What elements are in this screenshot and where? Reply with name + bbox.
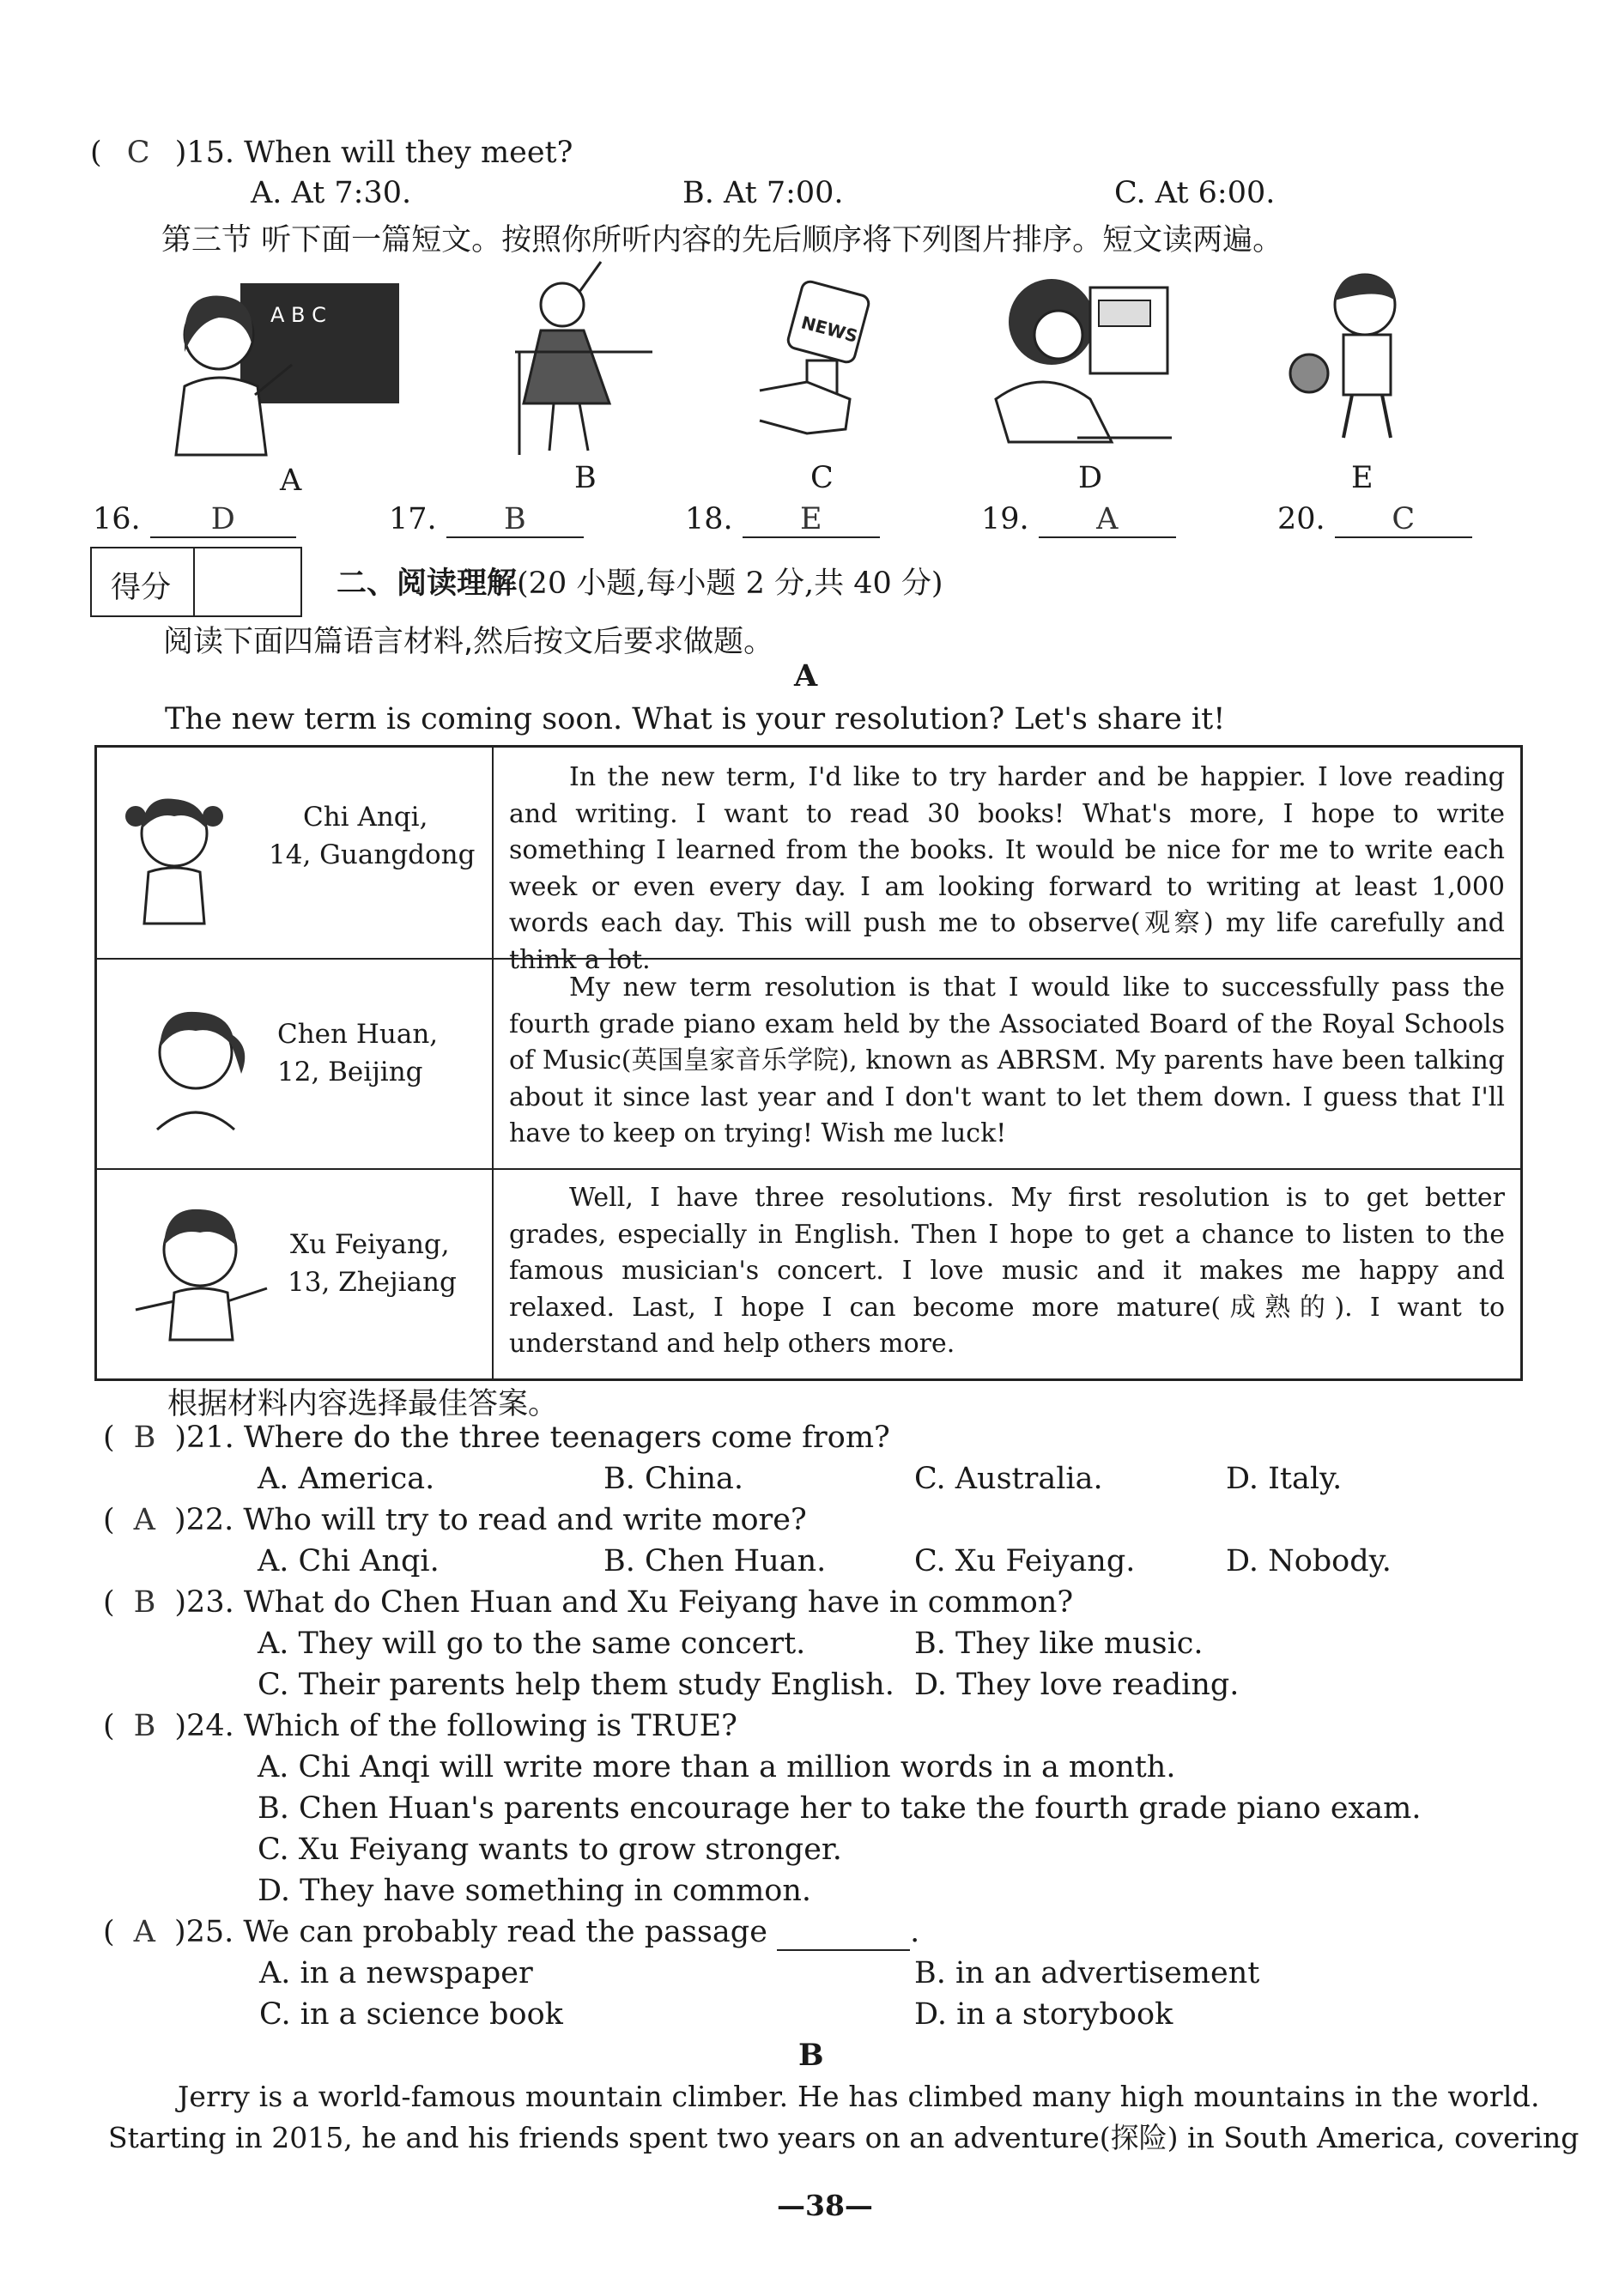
question-22: ( A )22. Who will try to read and write more? xyxy=(103,1503,807,1537)
q22-option-d: D. Nobody. xyxy=(1226,1544,1392,1578)
part-2-title: 二、阅读理解 xyxy=(337,566,518,601)
teacher-picture xyxy=(159,275,408,463)
order-19: 19. A xyxy=(981,502,1176,538)
q23-option-b: B. They like music. xyxy=(914,1627,1204,1661)
resolution-text-cell xyxy=(494,958,1520,1153)
boy-basketball-picture xyxy=(1283,266,1421,451)
passage-b-line-2: Starting in 2015, he and his friends spent two years on an adventure(探险) in South America, covering xyxy=(108,2121,1580,2154)
q21-option-d: D. Italy. xyxy=(1226,1462,1343,1496)
q22-option-a: A. Chi Anqi. xyxy=(258,1544,440,1578)
resolution-table xyxy=(94,745,1523,1381)
q15-option-c: C. At 6:00. xyxy=(1114,176,1276,210)
boy-avatar xyxy=(131,1194,273,1348)
resolution-text: My new term resolution is that I would like to successfully pass the fourth grade piano exam held by the Associated Board of the Royal Schools of Music(英国皇家音乐学院), known as ABRSM. My parents have been talking about it since last year and I don't want to let them down. I guess that I'll have to keep on trying! Wish me luck! xyxy=(509,972,1505,1148)
resolution-text: Well, I have three resolutions. My first resolution is to get better grades, especially in English. Then I hope to get a chance to listen to the famous musician's concert. I love music and it makes me happy and relaxed. Last, I hope I can become more mature(成熟的). I want to understand and help others more. xyxy=(509,1183,1505,1359)
person-name: Xu Feiyang, xyxy=(290,1229,450,1260)
order-17: 17. B xyxy=(389,502,584,538)
question-23-text: )23. What do Chen Huan and Xu Feiyang have in common? xyxy=(174,1585,1074,1620)
news-microphone-picture xyxy=(755,279,884,442)
score-label: 得分 xyxy=(111,571,172,605)
answer-23: B xyxy=(133,1585,156,1620)
question-21-text: )21. Where do the three teenagers come from? xyxy=(174,1421,890,1455)
picture-label-e: E xyxy=(1351,461,1373,495)
table-row xyxy=(97,958,1520,1170)
dancer-picture xyxy=(506,257,661,463)
answer-25: A xyxy=(133,1915,155,1949)
passage-a-intro: The new term is coming soon. What is your resolution? Let's share it! xyxy=(165,702,1226,736)
q25-option-a: A. in a newspaper xyxy=(259,1956,533,1990)
boy-computer-picture xyxy=(991,270,1176,451)
q24-option-d: D. They have something in common. xyxy=(258,1874,812,1908)
q15-option-a: A. At 7:30. xyxy=(251,176,412,210)
order-17-answer: B xyxy=(446,502,584,538)
q23-option-d: D. They love reading. xyxy=(914,1668,1240,1702)
picture-label-a: A xyxy=(280,463,302,498)
picture-label-c: C xyxy=(810,461,834,495)
question-25: ( A )25. We can probably read the passage . xyxy=(103,1915,920,1949)
person-info: 12, Beijing xyxy=(277,1057,423,1087)
question-15-text: 15. When will they meet? xyxy=(186,136,573,170)
resolution-text-cell xyxy=(494,748,1520,978)
person-cell xyxy=(97,1168,494,1378)
table-row xyxy=(97,1168,1520,1378)
question-24-text: )24. Which of the following is TRUE? xyxy=(174,1709,737,1743)
q24-option-c: C. Xu Feiyang wants to grow stronger. xyxy=(258,1833,842,1867)
q21-option-a: A. America. xyxy=(258,1462,435,1496)
question-15 xyxy=(90,136,573,170)
q25-option-c: C. in a science book xyxy=(259,1997,563,2032)
choose-instruction: 根据材料内容选择最佳答案。 xyxy=(167,1387,559,1421)
girl-avatar xyxy=(118,786,230,928)
resolution-text: In the new term, I'd like to try harder and be happier. I love reading and writing. I want to read 30 books! What's more, I hope to write something I learned from the books. It would be nice for me to write each week or even every day. I am looking forward to writing at least 1,000 words each day. This will push me to observe(观察) my life carefully and think a lot. xyxy=(509,762,1505,975)
q23-option-a: A. They will go to the same concert. xyxy=(258,1627,806,1661)
order-16-answer: D xyxy=(150,502,296,538)
order-18: 18. E xyxy=(685,502,880,538)
picture-label-b: B xyxy=(574,461,597,495)
resolution-text-cell xyxy=(494,1168,1520,1363)
score-box xyxy=(90,547,302,617)
order-19-answer: A xyxy=(1039,502,1176,538)
paren-close: ) xyxy=(174,136,187,170)
order-18-answer: E xyxy=(743,502,880,538)
question-22-text: )22. Who will try to read and write more? xyxy=(173,1503,807,1537)
table-row xyxy=(97,748,1520,975)
q15-option-b: B. At 7:00. xyxy=(682,176,844,210)
page-number: —38— xyxy=(777,2189,873,2222)
q21-option-c: C. Australia. xyxy=(914,1462,1103,1496)
answer-24: B xyxy=(133,1709,156,1743)
section-3-instruction: 第三节 听下面一篇短文。按照你所听内容的先后顺序将下列图片排序。短文读两遍。 xyxy=(161,223,1283,257)
answer-blank xyxy=(777,1915,910,1951)
part-2-heading xyxy=(337,560,943,603)
picture-label-d: D xyxy=(1078,461,1103,495)
q24-option-a: A. Chi Anqi will write more than a million words in a month. xyxy=(258,1750,1176,1784)
q24-option-b: B. Chen Huan's parents encourage her to take the fourth grade piano exam. xyxy=(258,1791,1422,1826)
person-info: 13, Zhejiang xyxy=(288,1267,457,1298)
paren-open: ( xyxy=(90,136,102,170)
question-25-text: )25. We can probably read the passage xyxy=(173,1915,767,1949)
girl-avatar xyxy=(140,997,256,1134)
passage-b-heading: B xyxy=(798,2038,824,2073)
q25-option-b: B. in an advertisement xyxy=(914,1956,1260,1990)
person-name: Chi Anqi, xyxy=(303,802,428,833)
answer-22: A xyxy=(133,1503,155,1537)
q22-option-c: C. Xu Feiyang. xyxy=(914,1544,1136,1578)
person-name: Chen Huan, xyxy=(277,1019,439,1050)
reading-instruction: 阅读下面四篇语言材料,然后按文后要求做题。 xyxy=(163,625,774,659)
order-20-answer: C xyxy=(1335,502,1472,538)
passage-b-line-1: Jerry is a world-famous mountain climber. He has climbed many high mountains in the world. xyxy=(178,2080,1540,2113)
question-24: ( B )24. Which of the following is TRUE? xyxy=(103,1709,737,1743)
news-text: NEWS xyxy=(798,312,860,347)
board-text: A B C xyxy=(270,303,326,327)
part-2-note: (20 小题,每小题 2 分,共 40 分) xyxy=(517,566,943,601)
q21-option-b: B. China. xyxy=(603,1462,744,1496)
answer-21: B xyxy=(133,1421,156,1455)
q25-option-d: D. in a storybook xyxy=(914,1997,1173,2032)
q22-option-b: B. Chen Huan. xyxy=(603,1544,827,1578)
person-cell xyxy=(97,958,494,1168)
q23-option-c: C. Their parents help them study English. xyxy=(258,1668,894,1702)
question-21: ( B )21. Where do the three teenagers come from? xyxy=(103,1421,890,1455)
person-cell xyxy=(97,748,494,958)
passage-a-heading: A xyxy=(794,658,818,694)
score-divider xyxy=(193,548,195,615)
order-20: 20. C xyxy=(1277,502,1472,538)
answer-15: C xyxy=(126,136,150,170)
person-info: 14, Guangdong xyxy=(269,839,476,870)
order-16: 16. D xyxy=(93,502,296,538)
question-23: ( B )23. What do Chen Huan and Xu Feiyang have in common? xyxy=(103,1585,1074,1620)
